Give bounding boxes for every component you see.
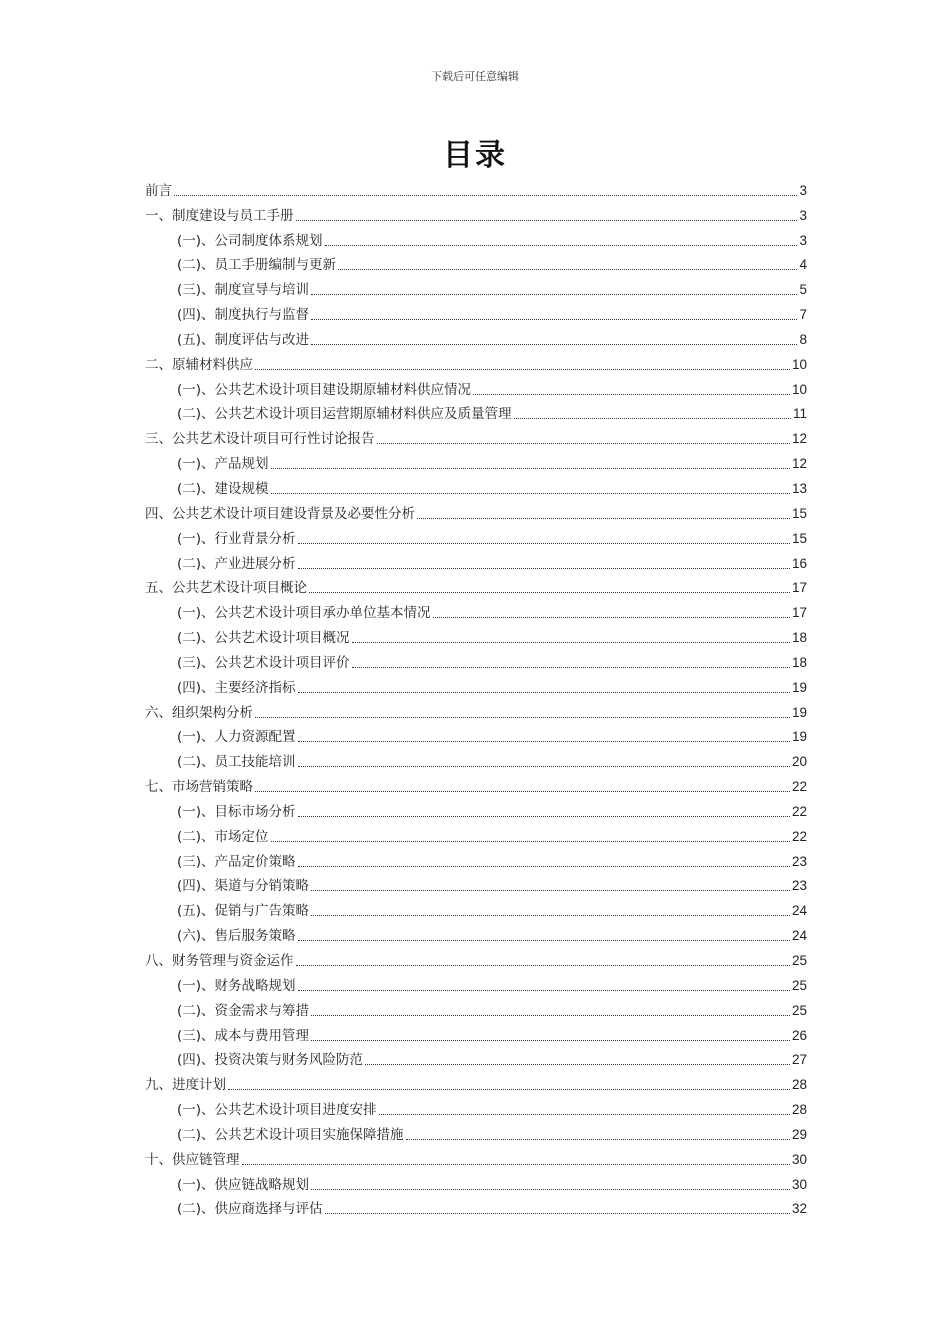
toc-dot-leader <box>406 1139 790 1140</box>
toc-dot-leader <box>255 791 790 792</box>
toc-dot-leader <box>311 294 797 295</box>
toc-entry-page-number: 26 <box>791 1027 807 1043</box>
toc-entry[interactable] <box>145 400 807 425</box>
toc-entry-page-number: 30 <box>791 1176 807 1192</box>
toc-entry[interactable] <box>145 1170 807 1195</box>
toc-entry-page-number: 17 <box>791 580 807 596</box>
toc-entry-label: 前言 <box>145 182 172 199</box>
toc-entry[interactable] <box>145 872 807 897</box>
toc-entry-label: (三)、制度宣导与培训 <box>177 282 310 299</box>
toc-entry[interactable] <box>145 300 807 325</box>
toc-entry-page-number: 5 <box>799 282 807 298</box>
toc-entry-page-number: 17 <box>791 605 807 621</box>
toc-entry-label: (四)、制度执行与监督 <box>177 307 310 324</box>
toc-entry-page-number: 32 <box>791 1201 807 1217</box>
toc-entry-label: (一)、供应链战略规划 <box>177 1176 310 1193</box>
toc-entry-page-number: 11 <box>792 406 807 422</box>
toc-dot-leader <box>298 866 790 867</box>
toc-entry-label: (一)、人力资源配置 <box>177 729 296 746</box>
toc-entry-label: (五)、促销与广告策略 <box>177 903 310 920</box>
toc-entry-page-number: 18 <box>791 654 807 670</box>
toc-entry[interactable] <box>145 176 807 201</box>
toc-entry-page-number: 8 <box>799 331 807 347</box>
toc-dot-leader <box>309 592 790 593</box>
toc-entry[interactable] <box>145 325 807 350</box>
toc-entry-label: (二)、建设规模 <box>177 480 269 497</box>
toc-entry-page-number: 24 <box>791 903 807 919</box>
toc-entry[interactable] <box>145 648 807 673</box>
toc-dot-leader <box>298 766 790 767</box>
toc-entry-label: (四)、渠道与分销策略 <box>177 878 310 895</box>
toc-entry-page-number: 19 <box>791 729 807 745</box>
toc-entry[interactable] <box>145 574 807 599</box>
toc-entry-page-number: 30 <box>791 1151 807 1167</box>
toc-entry-page-number: 22 <box>791 828 807 844</box>
toc-entry-page-number: 19 <box>791 704 807 720</box>
toc-entry-page-number: 20 <box>791 754 807 770</box>
toc-entry[interactable] <box>145 1095 807 1120</box>
toc-entry[interactable] <box>145 1070 807 1095</box>
toc-entry-label: (三)、公共艺术设计项目评价 <box>177 654 350 671</box>
toc-dot-leader <box>473 394 790 395</box>
toc-entry[interactable] <box>145 1120 807 1145</box>
toc-dot-leader <box>298 543 790 544</box>
toc-dot-leader <box>255 369 790 370</box>
toc-entry-page-number: 19 <box>791 679 807 695</box>
toc-dot-leader <box>352 667 790 668</box>
toc-entry-label: 七、市场营销策略 <box>145 779 253 796</box>
toc-dot-leader <box>311 915 790 916</box>
toc-entry-label: (一)、公共艺术设计项目建设期原辅材料供应情况 <box>177 381 472 398</box>
toc-dot-leader <box>417 518 790 519</box>
toc-entry-label: 二、原辅材料供应 <box>145 356 253 373</box>
toc-entry-label: 八、财务管理与资金运作 <box>145 953 294 969</box>
toc-entry-label: (二)、公共艺术设计项目概况 <box>177 630 350 647</box>
toc-dot-leader <box>311 344 797 345</box>
toc-entry[interactable] <box>145 375 807 400</box>
toc-dot-leader <box>298 692 790 693</box>
toc-entry-page-number: 24 <box>791 928 807 944</box>
toc-entry-label: 五、公共艺术设计项目概论 <box>145 580 307 597</box>
toc-entry[interactable] <box>145 201 807 226</box>
toc-entry[interactable] <box>145 946 807 971</box>
toc-dot-leader <box>271 468 790 469</box>
toc-entry[interactable] <box>145 499 807 524</box>
toc-entry-page-number: 22 <box>791 803 807 819</box>
toc-dot-leader <box>379 1114 790 1115</box>
toc-entry-page-number: 27 <box>791 1052 807 1068</box>
toc-entry[interactable] <box>145 226 807 251</box>
toc-entry-label: (二)、市场定位 <box>177 828 269 845</box>
toc-entry-label: (二)、员工技能培训 <box>177 754 296 771</box>
toc-entry[interactable] <box>145 1145 807 1170</box>
toc-dot-leader <box>298 741 790 742</box>
toc-entry-label: (二)、资金需求与筹措 <box>177 1002 310 1019</box>
toc-entry-label: 三、公共艺术设计项目可行性讨论报告 <box>145 431 375 448</box>
toc-entry-label: (二)、公共艺术设计项目实施保障措施 <box>177 1126 404 1143</box>
toc-entry-label: (一)、产品规划 <box>177 456 269 473</box>
toc-entry[interactable] <box>145 598 807 623</box>
toc-dot-leader <box>311 1189 790 1190</box>
toc-entry-page-number: 23 <box>791 853 807 869</box>
toc-entry-label: (一)、公共艺术设计项目承办单位基本情况 <box>177 605 431 622</box>
toc-entry[interactable] <box>145 424 807 449</box>
toc-dot-leader <box>255 717 790 718</box>
toc-dot-leader <box>271 493 790 494</box>
toc-entry[interactable] <box>145 350 807 375</box>
toc-entry-page-number: 25 <box>791 977 807 993</box>
toc-entry[interactable] <box>145 1046 807 1071</box>
toc-entry-label: 四、公共艺术设计项目建设背景及必要性分析 <box>145 505 415 522</box>
toc-entry-page-number: 25 <box>791 953 807 968</box>
toc-entry[interactable] <box>145 474 807 499</box>
toc-entry-label: (三)、成本与费用管理 <box>177 1027 310 1044</box>
toc-entry-page-number: 16 <box>791 555 807 571</box>
toc-entry-page-number: 15 <box>791 505 807 521</box>
toc-entry-page-number: 3 <box>799 207 807 223</box>
toc-dot-leader <box>298 990 790 991</box>
toc-entry-page-number: 22 <box>791 779 807 795</box>
toc-dot-leader <box>298 568 790 569</box>
toc-entry[interactable] <box>145 623 807 648</box>
toc-entry-page-number: 29 <box>791 1126 807 1142</box>
toc-entry-label: (一)、公司制度体系规划 <box>177 232 323 249</box>
toc-entry-page-number: 3 <box>799 182 807 198</box>
toc-dot-leader <box>352 642 790 643</box>
toc-dot-leader <box>365 1064 790 1065</box>
toc-dot-leader <box>242 1164 790 1165</box>
toc-entry-label: (二)、供应商选择与评估 <box>177 1201 323 1218</box>
toc-dot-leader <box>338 269 797 270</box>
toc-dot-leader <box>296 965 790 966</box>
toc-entry[interactable] <box>145 896 807 921</box>
toc-entry-label: (一)、财务战略规划 <box>177 977 296 994</box>
toc-entry[interactable] <box>145 1195 807 1220</box>
toc-entry[interactable] <box>145 723 807 748</box>
toc-entry[interactable] <box>145 822 807 847</box>
toc-entry-page-number: 12 <box>791 431 807 447</box>
toc-entry[interactable] <box>145 449 807 474</box>
toc-entry-label: (五)、制度评估与改进 <box>177 331 310 348</box>
toc-entry[interactable] <box>145 524 807 549</box>
toc-entry[interactable] <box>145 549 807 574</box>
toc-entry-page-number: 28 <box>791 1077 807 1093</box>
toc-dot-leader <box>311 319 797 320</box>
toc-entry[interactable] <box>145 673 807 698</box>
toc-entry-page-number: 12 <box>791 456 807 472</box>
toc-entry-page-number: 4 <box>799 257 807 273</box>
toc-entry-label: 九、进度计划 <box>145 1077 226 1094</box>
toc-dot-leader <box>311 890 790 891</box>
toc-dot-leader <box>514 418 791 419</box>
toc-entry[interactable] <box>145 921 807 946</box>
toc-entry-label: (二)、员工手册编制与更新 <box>177 257 337 274</box>
header-note: 下载后可任意编辑 <box>431 70 519 83</box>
toc-entry-page-number: 23 <box>791 878 807 894</box>
toc-entry-page-number: 25 <box>791 1002 807 1018</box>
toc-entry-label: 十、供应链管理 <box>145 1151 240 1168</box>
toc-entry[interactable] <box>145 1021 807 1046</box>
toc-entry-page-number: 7 <box>799 307 807 323</box>
toc-entry-page-number: 28 <box>791 1102 807 1118</box>
toc-entry-label: (四)、主要经济指标 <box>177 679 296 696</box>
toc-dot-leader <box>377 443 790 444</box>
toc-dot-leader <box>325 245 798 246</box>
toc-entry-page-number: 15 <box>791 530 807 546</box>
toc-entry-label: 六、组织架构分析 <box>145 704 253 721</box>
page-title: 目录 <box>443 138 507 173</box>
toc-entry-page-number: 10 <box>791 381 807 397</box>
toc-entry[interactable] <box>145 996 807 1021</box>
toc-dot-leader <box>298 816 790 817</box>
toc-dot-leader <box>271 841 790 842</box>
toc-entry[interactable] <box>145 251 807 276</box>
toc-entry-page-number: 18 <box>791 630 807 646</box>
toc-dot-leader <box>311 1040 790 1041</box>
toc-dot-leader <box>433 617 790 618</box>
toc-dot-leader <box>296 220 798 221</box>
toc-entry-label: (二)、产业进展分析 <box>177 555 296 572</box>
toc-dot-leader <box>325 1213 790 1214</box>
toc-entry[interactable] <box>145 698 807 723</box>
toc-entry[interactable] <box>145 747 807 772</box>
toc-entry[interactable] <box>145 772 807 797</box>
toc-dot-leader <box>174 195 797 196</box>
toc-entry-label: (一)、行业背景分析 <box>177 530 296 547</box>
toc-entry[interactable] <box>145 847 807 872</box>
toc-entry-label: 一、制度建设与员工手册 <box>145 207 294 224</box>
toc-entry[interactable] <box>145 797 807 822</box>
toc-entry-page-number: 3 <box>799 232 807 248</box>
toc-entry-label: (一)、目标市场分析 <box>177 803 296 820</box>
table-of-contents <box>145 176 807 1219</box>
toc-dot-leader <box>298 940 790 941</box>
toc-entry-page-number: 13 <box>791 480 807 496</box>
toc-entry-label: (二)、公共艺术设计项目运营期原辅材料供应及质量管理 <box>177 406 512 423</box>
toc-entry-page-number: 10 <box>791 356 807 372</box>
toc-entry-label: (六)、售后服务策略 <box>177 928 296 945</box>
toc-entry[interactable] <box>145 971 807 996</box>
toc-entry-label: (一)、公共艺术设计项目进度安排 <box>177 1102 377 1119</box>
toc-entry[interactable] <box>145 275 807 300</box>
toc-entry-label: (三)、产品定价策略 <box>177 853 296 870</box>
toc-dot-leader <box>228 1089 790 1090</box>
toc-dot-leader <box>311 1015 790 1016</box>
toc-entry-label: (四)、投资决策与财务风险防范 <box>177 1052 364 1069</box>
